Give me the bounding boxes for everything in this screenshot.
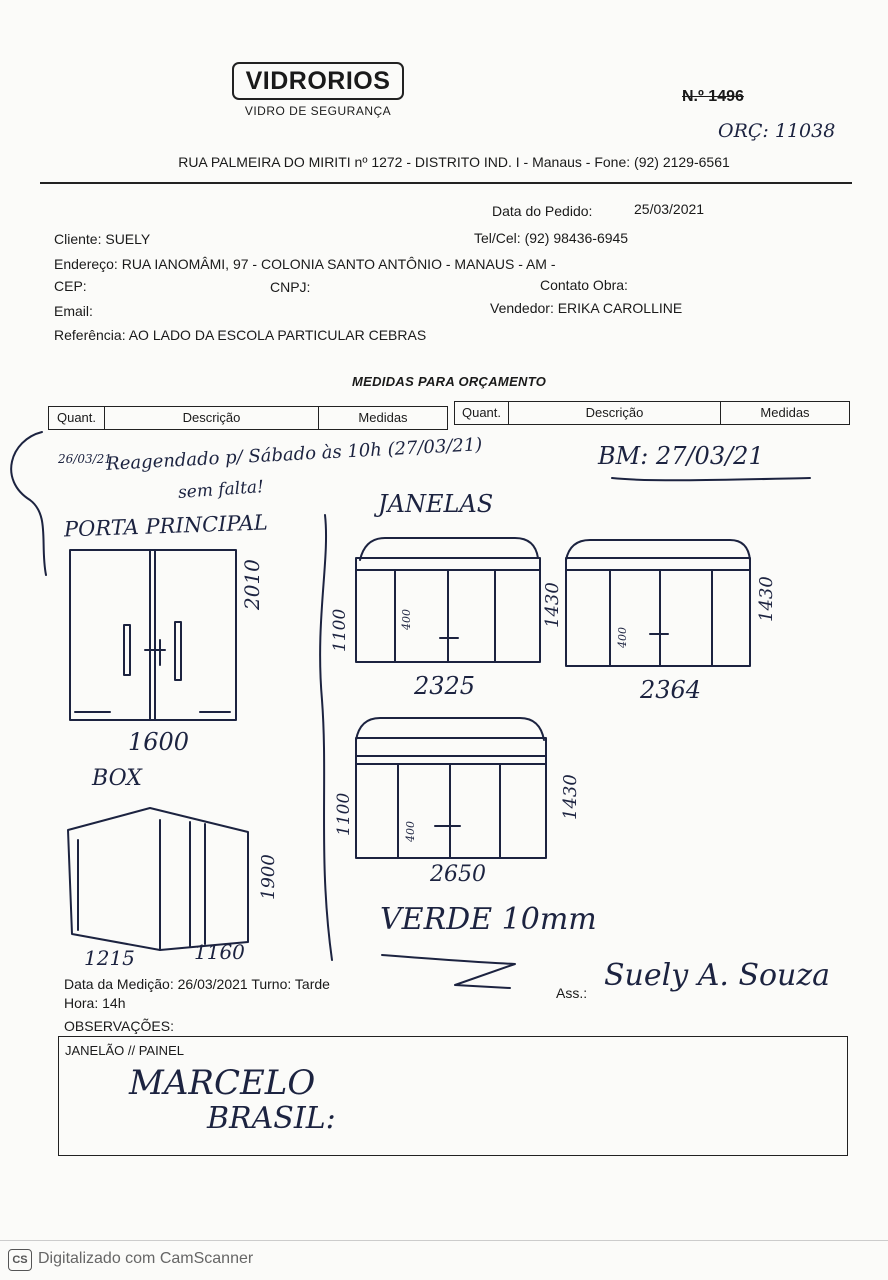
j1-trinco: 400 — [400, 609, 413, 630]
camscanner-icon: CS — [8, 1249, 32, 1271]
j3-peitoril: 1100 — [334, 792, 354, 836]
client-signature: Suely A. Souza — [604, 958, 831, 993]
box-label: BOX — [92, 766, 142, 791]
zigzag-stroke — [382, 955, 515, 988]
janela-1-drawing — [356, 538, 540, 662]
observations-label: OBSERVAÇÕES: — [64, 1018, 174, 1034]
box-drawing — [68, 808, 248, 950]
email-field: Email: — [54, 303, 93, 319]
logo-subtitle: VIDRO DE SEGURANÇA — [244, 104, 392, 118]
budget-number: ORÇ: 11038 — [718, 120, 836, 142]
j3-largura: 2650 — [430, 862, 486, 887]
bm-date: BM: 27/03/21 — [598, 442, 764, 470]
reschedule-note-2: sem falta! — [177, 477, 265, 503]
reference-field: Referência: AO LADO DA ESCOLA PARTICULAR CEBRAS — [54, 327, 427, 343]
box-lado2: 1160 — [194, 940, 245, 964]
measurement-date-turn: Data da Medição: 26/03/2021 Turno: Tarde — [64, 976, 330, 992]
col-descricao: Descrição — [509, 402, 721, 424]
janela-2-drawing — [566, 540, 750, 666]
janela-3-drawing — [356, 718, 546, 858]
measurement-time: Hora: 14h — [64, 995, 126, 1011]
col-medidas: Medidas — [358, 410, 408, 425]
camscanner-watermark: Digitalizado com CamScanner — [38, 1250, 254, 1267]
porta-label: PORTA PRINCIPAL — [63, 510, 269, 542]
j2-largura: 2364 — [640, 676, 702, 704]
porta-principal-drawing — [70, 550, 236, 720]
footer-divider — [0, 1240, 888, 1241]
salesperson-field: Vendedor: ERIKA CAROLLINE — [490, 300, 683, 316]
bm-underline — [612, 478, 810, 480]
col-medidas: Medidas — [760, 405, 810, 420]
j1-altura: 1430 — [542, 582, 563, 628]
company-address: RUA PALMEIRA DO MIRITI nº 1272 - DISTRITO IND. I - Manaus - Fone: (92) 2129-6561 — [178, 154, 730, 170]
observations-box — [58, 1036, 848, 1156]
porta-largura: 1600 — [128, 728, 190, 756]
obs-name-1: MARCELO — [129, 1063, 316, 1103]
order-date-value: 25/03/2021 — [634, 201, 705, 217]
j1-largura: 2325 — [414, 672, 476, 700]
sketch-divider — [320, 515, 332, 960]
reschedule-note: Reagendado p/ Sábado às 10h (27/03/21) — [105, 434, 483, 475]
date-fraction: 26/03/21 — [58, 452, 112, 466]
j3-trinco: 400 — [404, 821, 417, 842]
section-title: MEDIDAS PARA ORÇAMENTO — [352, 374, 547, 389]
bracket-stroke — [11, 432, 46, 575]
site-contact-field: Contato Obra: — [540, 277, 628, 293]
cnpj-field: CNPJ: — [270, 279, 311, 295]
order-date-label: Data do Pedido: — [492, 203, 593, 219]
j3-altura: 1430 — [560, 774, 581, 820]
box-lado1: 1215 — [84, 946, 135, 970]
col-quant: Quant. — [455, 402, 509, 424]
phone-field: Tel/Cel: (92) 98436-6945 — [474, 230, 629, 246]
obs-name-2: BRASIL: — [207, 1101, 336, 1136]
observations-box-text: JANELÃO // PAINEL — [65, 1043, 184, 1058]
document-number: N.º 1496 — [682, 88, 744, 105]
box-altura: 1900 — [258, 854, 279, 900]
glass-spec: VERDE 10mm — [380, 902, 597, 937]
j2-trinco: 400 — [616, 627, 629, 648]
janelas-label: JANELAS — [378, 490, 494, 518]
porta-altura: 2010 — [240, 559, 264, 610]
j1-peitoril: 1100 — [330, 608, 350, 652]
cep-field: CEP: — [54, 278, 87, 294]
col-quant: Quant. — [49, 407, 105, 429]
signature-label: Ass.: — [556, 985, 588, 1001]
col-descricao: Descrição — [105, 407, 319, 429]
j2-altura: 1430 — [756, 576, 777, 622]
client-field: Cliente: SUELY — [54, 231, 151, 247]
address-field: Endereço: RUA IANOMÂMI, 97 - COLONIA SANTO ANTÔNIO - MANAUS - AM - — [54, 256, 556, 272]
company-logo: VIDRORIOS — [232, 62, 404, 100]
